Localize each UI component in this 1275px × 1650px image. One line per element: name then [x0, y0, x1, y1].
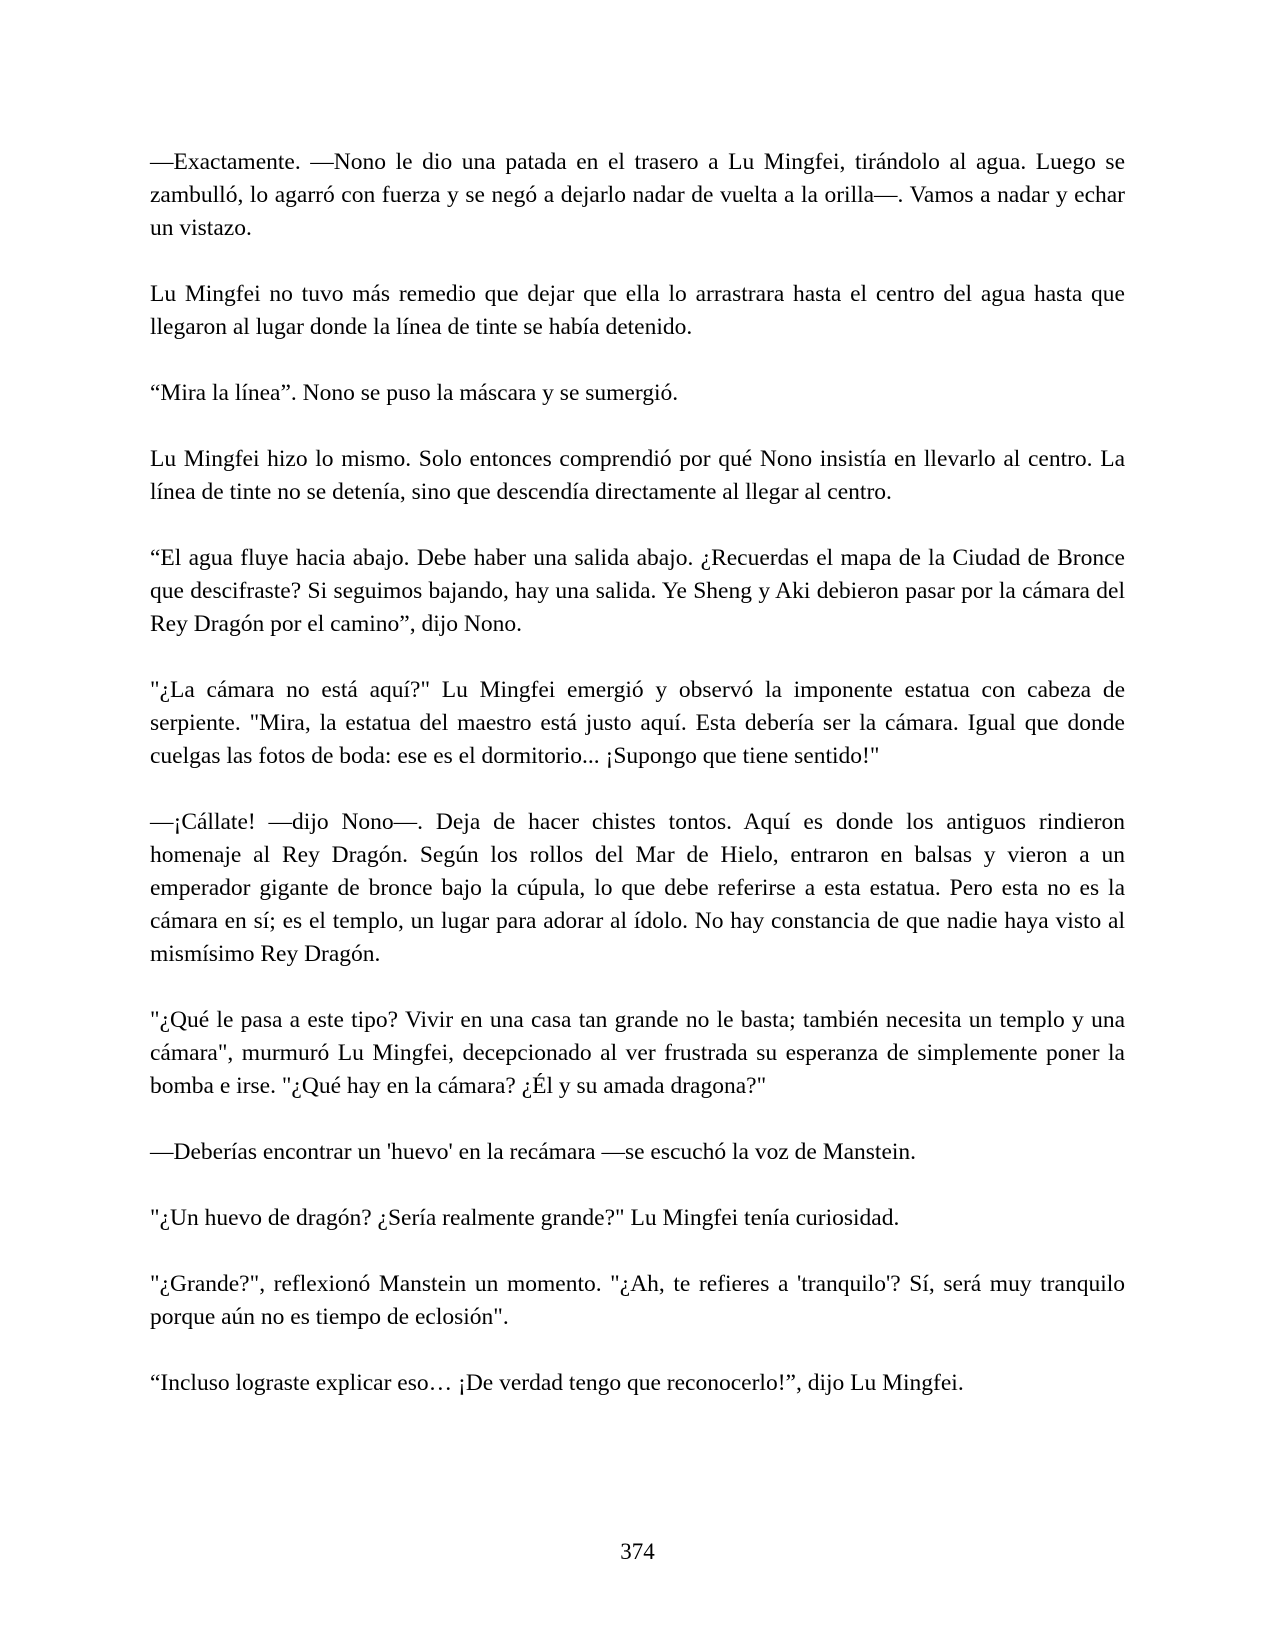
paragraph: —¡Cállate! —dijo Nono—. Deja de hacer chistes tontos. Aquí es donde los antiguos rindieron homenaje al Rey Dragón. Según los rollos del Mar de Hielo, entraron en balsas y vieron a un emperador gigante de bronce bajo la cúpula, lo que debe referirse a esta estatua. Pero esta no es la cámara en sí; es el templo, un lugar para adorar al ídolo. No hay constancia de que nadie haya visto al mismísimo Rey Dragón. [150, 809, 1125, 967]
paragraph: "¿Qué le pasa a este tipo? Vivir en una casa tan grande no le basta; también necesita un templo y una cámara", murmuró Lu Mingfei, decepcionado al ver frustrada su esperanza de simplemente poner la bomba e irse. "¿Qué hay en la cámara? ¿Él y su amada dragona?" [150, 1007, 1125, 1099]
paragraph: "¿Un huevo de dragón? ¿Sería realmente grande?" Lu Mingfei tenía curiosidad. [150, 1205, 900, 1231]
paragraph: "¿Grande?", reflexionó Manstein un momento. "¿Ah, te refieres a 'tranquilo'? Sí, será muy tranquilo porque aún no es tiempo de eclosión". [150, 1271, 1125, 1330]
paragraph: Lu Mingfei no tuvo más remedio que dejar que ella lo arrastrara hasta el centro del agua hasta que llegaron al lugar donde la línea de tinte se había detenido. [150, 281, 1125, 340]
paragraph: Lu Mingfei hizo lo mismo. Solo entonces comprendió por qué Nono insistía en llevarlo al centro. La línea de tinte no se detenía, sino que descendía directamente al llegar al centro. [150, 446, 1125, 505]
paragraph: —Deberías encontrar un 'huevo' en la recámara —se escuchó la voz de Manstein. [150, 1139, 917, 1165]
paragraph: —Exactamente. —Nono le dio una patada en el trasero a Lu Mingfei, tirándolo al agua. Luego se zambulló, lo agarró con fuerza y se negó a dejarlo nadar de vuelta a la orilla—. Vamos a nadar y echar un vistazo. [150, 149, 1125, 241]
paragraph: “Incluso lograste explicar eso… ¡De verdad tengo que reconocerlo!”, dijo Lu Mingfei. [150, 1370, 964, 1396]
paragraph: “El agua fluye hacia abajo. Debe haber una salida abajo. ¿Recuerdas el mapa de la Ciudad de Bronce que descifraste? Si seguimos bajando, hay una salida. Ye Sheng y Aki debieron pasar por la cámara del Rey Dragón por el camino”, dijo Nono. [150, 545, 1125, 637]
page-body-text [150, 146, 1125, 1433]
paragraph: "¿La cámara no está aquí?" Lu Mingfei emergió y observó la imponente estatua con cabeza de serpiente. "Mira, la estatua del maestro está justo aquí. Esta debería ser la cámara. Igual que donde cuelgas las fotos de boda: ese es el dormitorio... ¡Supongo que tiene sentido!" [150, 677, 1125, 769]
page-number: 374 [620, 1539, 655, 1564]
paragraph: “Mira la línea”. Nono se puso la máscara y se sumergió. [150, 380, 679, 406]
